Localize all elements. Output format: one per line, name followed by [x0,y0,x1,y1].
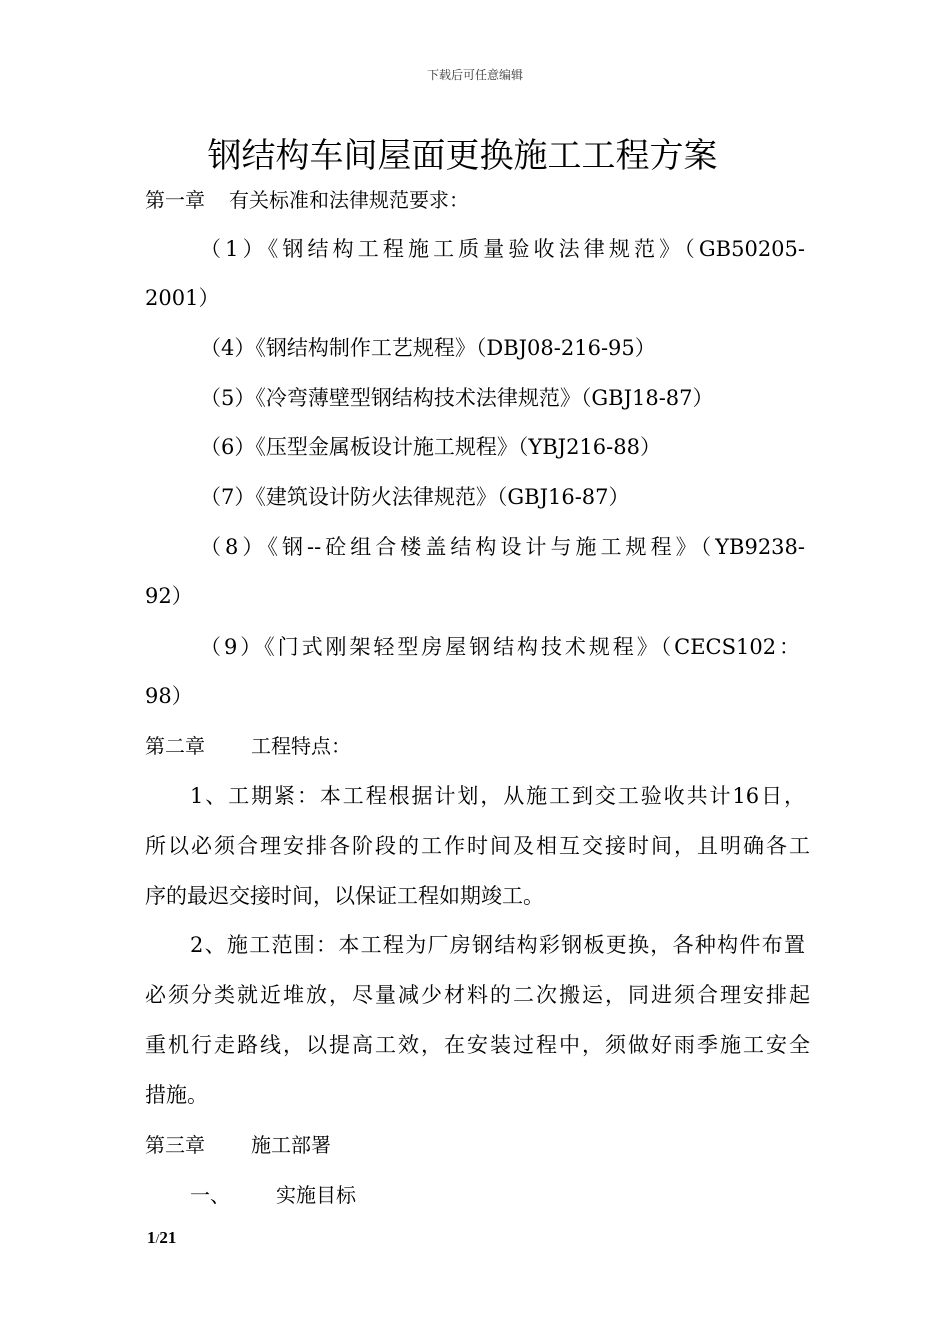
section-1-heading [190,1180,855,1210]
standard-item-9: （9）《门式刚架轻型房屋钢结构技术规程》（CECS102： [200,635,800,659]
paragraph-2-line-2: 必须分类就近堆放，尽量减少材料的二次搬运，同进须合理安排起 [145,983,810,1007]
standard-item-9-cont: 98） [145,684,193,708]
page-total: 21 [159,1228,177,1247]
standard-item-8-cont: 92） [145,584,193,608]
chapter3-title: 施工部署 [251,1133,331,1157]
standard-item-8: （8）《钢--砼组合楼盖结构设计与施工规程》（YB9238- [200,535,805,559]
chapter1-heading [145,185,810,215]
standard-item-7: （7）《建筑设计防火法律规范》（GBJ16-87） [200,485,630,509]
paragraph-1-line-1: 1、工期紧：本工程根据计划，从施工到交工验收共计16日， [190,784,805,808]
page-current: 1 [147,1228,156,1247]
standard-item-1-cont: 2001） [145,286,220,310]
page-number [147,1228,176,1248]
chapter2-heading [145,731,810,761]
standard-item-5: （5）《冷弯薄壁型钢结构技术法律规范》（GBJ18-87） [200,386,714,410]
section-1-title: 实施目标 [276,1183,356,1207]
chapter3-number: 第三章 [145,1133,205,1157]
paragraph-1-line-2: 所以必须合理安排各阶段的工作时间及相互交接时间，且明确各工 [145,834,810,858]
header-note: 下载后可任意编辑 [426,68,523,82]
chapter2-title: 工程特点： [251,734,351,758]
paragraph-2-line-3: 重机行走路线，以提高工效，在安装过程中，须做好雨季施工安全 [145,1033,810,1057]
section-1-number: 一、 [190,1183,230,1207]
standard-item-1: （1）《钢结构工程施工质量验收法律规范》（GB50205- [200,237,805,261]
standard-item-6: （6）《压型金属板设计施工规程》（YBJ216-88） [200,435,661,459]
paragraph-2-line-4: 措施。 [145,1083,208,1107]
paragraph-1-line-3: 序的最迟交接时间，以保证工程如期竣工。 [145,884,544,908]
chapter1-title: 有关标准和法律规范要求： [229,188,469,212]
chapter3-heading [145,1130,810,1160]
paragraph-2-line-1: 2、施工范围：本工程为厂房钢结构彩钢板更换，各种构件布置 [190,933,805,957]
chapter2-number: 第二章 [145,734,205,758]
standard-item-4: （4）《钢结构制作工艺规程》（DBJ08-216-95） [200,336,656,360]
chapter1-number: 第一章 [145,188,205,212]
page-separator: / [155,1232,160,1247]
document-title: 钢结构车间屋面更换施工工程方案 [207,136,718,176]
